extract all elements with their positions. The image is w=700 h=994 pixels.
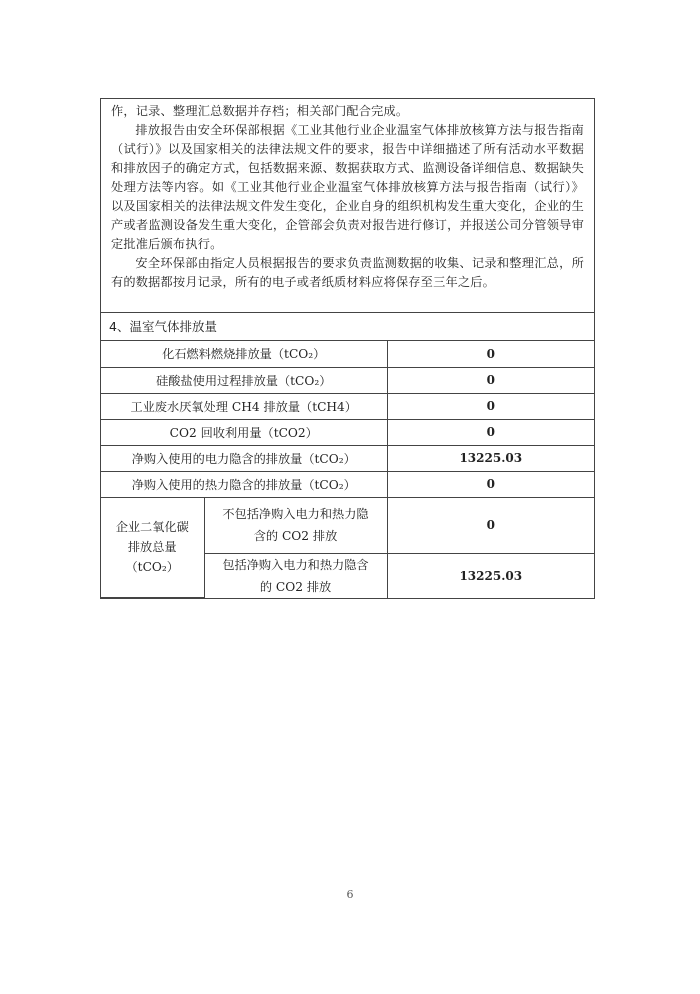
report-text-box — [101, 99, 594, 313]
report-frame — [100, 98, 595, 599]
excl-purchased-value: 0 — [387, 497, 594, 553]
excl-label-line-1: 不包括净购入电力和热力隐 — [222, 507, 369, 521]
total-label-line-3: （tCO₂） — [125, 560, 179, 575]
paragraph-2: 排放报告由安全环保部根据《工业其他行业企业温室气体排放核算方法与报告指南（试行）》以及国家相关的法律法规文件的要求，报告中详细描述了所有活动水平数据和排放因子的确定方式，包括数据来源、数据获取方式、监测设备详细信息、数据缺失处理方法等内容。如《工业其他行业企业温室气体排放核算方法与报告指南（试行）》以及国家相关的法律法规文件发生变化，企业自身的组织机构发生重大变化，企业的生产或者监测设备发生重大变化，企管部会负责对报告进行修订，并报送公司分管领导审定批准后颁布执行。 — [111, 123, 584, 251]
row-label-electricity: 净购入使用的电力隐含的排放量（tCO₂） — [101, 445, 387, 471]
incl-label-line-1: 包括净购入电力和热力隐含 — [222, 557, 369, 572]
incl-purchased-label — [204, 553, 387, 598]
total-emissions-label — [101, 497, 204, 598]
table-row — [101, 497, 594, 553]
section-title: 4、温室气体排放量 — [101, 313, 594, 341]
row-label-fossil: 化石燃料燃烧排放量（tCO₂） — [101, 341, 387, 367]
table-row — [101, 367, 594, 393]
page-number: 6 — [346, 888, 354, 901]
row-value-wastewater: 0 — [387, 393, 594, 419]
row-label-silicate: 硅酸盐使用过程排放量（tCO₂） — [101, 367, 387, 393]
row-value-silicate: 0 — [387, 367, 594, 393]
excl-label-line-2: 含的 CO2 排放 — [253, 529, 338, 543]
row-value-electricity: 13225.03 — [387, 445, 594, 471]
total-label-line-2: 排放总量 — [127, 540, 177, 555]
row-value-co2-recovery: 0 — [387, 419, 594, 445]
row-value-fossil: 0 — [387, 341, 594, 367]
row-value-heat: 0 — [387, 471, 594, 497]
row-label-heat: 净购入使用的热力隐含的排放量（tCO₂） — [101, 471, 387, 497]
table-row — [101, 419, 594, 445]
emissions-table — [101, 341, 594, 598]
table-row — [101, 445, 594, 471]
paragraph-1: 作，记录、整理汇总数据并存档；相关部门配合完成。 — [111, 104, 409, 118]
table-row — [101, 471, 594, 497]
excl-purchased-label — [204, 497, 387, 553]
row-label-wastewater: 工业废水厌氧处理 CH4 排放量（tCH4） — [101, 393, 387, 419]
incl-purchased-value: 13225.03 — [459, 568, 523, 583]
total-label-line-1: 企业二氧化碳 — [115, 520, 189, 535]
table-row — [101, 341, 594, 367]
row-label-co2-recovery: CO2 回收利用量（tCO2） — [101, 419, 387, 445]
table-row — [101, 393, 594, 419]
paragraph-3: 安全环保部由指定人员根据报告的要求负责监测数据的收集、记录和整理汇总，所有的数据都按月记录，所有的电子或者纸质材料应将保存至三年之后。 — [111, 256, 584, 289]
incl-label-line-2: 的 CO2 排放 — [259, 579, 332, 594]
